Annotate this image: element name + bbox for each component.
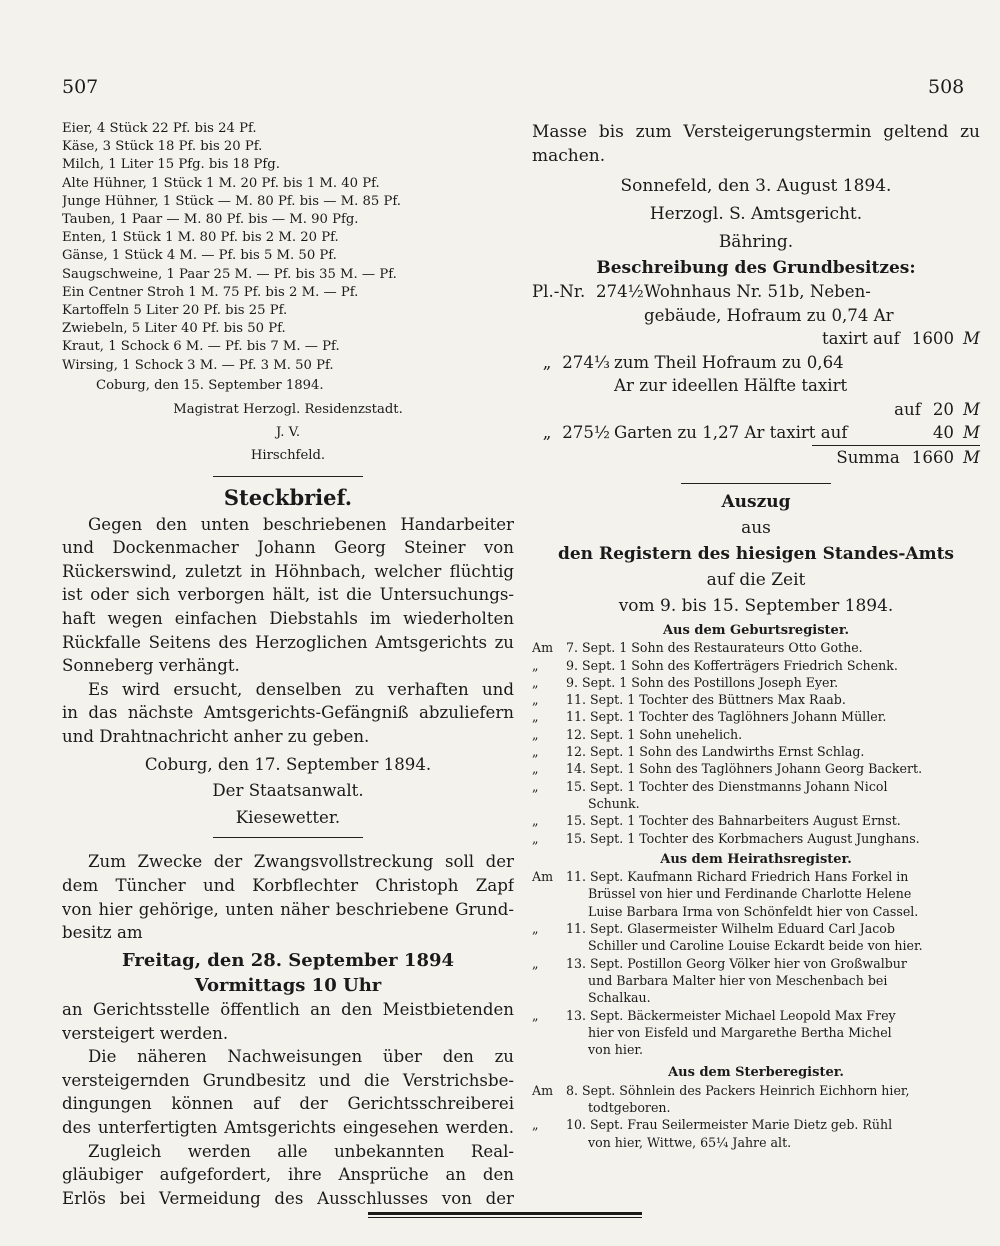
property-list [532, 280, 980, 445]
coburg-signer: Hirschfeld. [250, 448, 326, 464]
register-entry-text: 11. Sept. 1 Tochter des Büttners Max Raab. [566, 692, 846, 708]
register-entry-prefix: „ [532, 778, 539, 794]
property-number [596, 304, 640, 328]
register-entry [532, 1116, 980, 1133]
register-entry-prefix [532, 1134, 566, 1151]
register-entry-text: Schalkau. [588, 990, 651, 1006]
steckbrief-line: und Dockenmacher Johann Georg Steiner von [62, 538, 514, 558]
auszug-line5: vom 9. bis 15. September 1894. [618, 596, 894, 616]
steckbrief-signer: Kiesewetter. [235, 807, 341, 827]
register-entry-text: 10. Sept. Frau Seilermeister Marie Dietz geb. Rühl [566, 1117, 893, 1133]
property-row [532, 374, 980, 398]
steckbrief-line: Rückerswind, zuletzt in Höhnbach, welcher flüchtig [62, 561, 514, 581]
steckbrief-line: und Drahtnachricht anher zu geben. [62, 727, 370, 746]
price-line: Alte Hühner, 1 Stück 1 M. 20 Pf. bis 1 M. 40 Pf. [62, 175, 380, 191]
coburg-authority: Magistrat Herzogl. Residenzstadt. [173, 402, 403, 418]
property-text: Garten zu 1,27 Ar taxirt auf [614, 423, 848, 442]
register-entry-text: 11. Sept. 1 Tochter des Taglöhners Johann Müller. [566, 709, 887, 725]
coburg-per: J. V. [275, 425, 301, 441]
sum-row [532, 446, 980, 470]
register-entry [532, 1024, 980, 1041]
register-entry-text: 15. Sept. 1 Tochter des Dienstmanns Johann Nicol [566, 778, 888, 794]
price-line: Käse, 3 Stück 18 Pf. bis 20 Pf. [62, 139, 263, 155]
price-line: Saugschweine, 1 Paar 25 M. — Pf. bis 35 M. — Pf. [62, 266, 397, 282]
register-entry-prefix: Am [532, 1082, 554, 1098]
register-entry-prefix [532, 989, 566, 1006]
deaths-list [532, 1082, 980, 1151]
deaths-title: Aus dem Sterberegister. [668, 1065, 844, 1081]
coburg-place-date: Coburg, den 15. September 1894. [96, 377, 324, 393]
register-entry-text: 9. Sept. 1 Sohn des Postillons Joseph Eyer. [566, 674, 839, 690]
auction-signer: Bähring. [718, 232, 794, 252]
property-row [532, 304, 980, 328]
auction-place-date: Sonnefeld, den 3. August 1894. [620, 176, 892, 196]
births-title: Aus dem Geburtsregister. [662, 623, 850, 638]
register-entry-text: 13. Sept. Postillon Georg Völker hier von Großwalbur [566, 955, 907, 971]
property-title: Beschreibung des Grundbesitzes: [596, 258, 916, 278]
register-entry [532, 903, 980, 920]
register-entry-text: von hier, Wittwe, 65¼ Jahre alt. [588, 1134, 792, 1150]
left-column [62, 120, 514, 1210]
register-entry-prefix [532, 885, 566, 902]
auction-continued-line: Masse bis zum Versteigerungstermin geltend zu [532, 122, 980, 142]
auction-after-line: dingungen können auf der Gerichtsschreiberei [62, 1094, 514, 1114]
register-entry [532, 812, 980, 829]
register-entry-text: Luise Barbara Irma von Schönfeldt hier von Cassel. [588, 903, 919, 919]
register-entry-text: und Barbara Malter hier von Meschenbach bei [588, 972, 888, 988]
register-entry-prefix: „ [532, 830, 539, 846]
price-line: Gänse, 1 Stück 4 M. — Pf. bis 5 M. 50 Pf. [62, 248, 337, 264]
property-value: 20 [932, 399, 954, 419]
register-entry-prefix [532, 903, 566, 920]
register-entry-text: 15. Sept. 1 Tochter des Korbmachers August Junghans. [566, 830, 920, 846]
register-entry-text: todtgeboren. [588, 1100, 671, 1116]
property-row [532, 280, 980, 304]
register-entry [532, 955, 980, 972]
register-entry-text: 15. Sept. 1 Tochter des Bahnarbeiters August Ernst. [566, 813, 901, 829]
register-entry [532, 657, 980, 674]
property-prefix: Pl.-Nr. [532, 282, 586, 301]
price-line: Kartoffeln 5 Liter 20 Pf. bis 25 Pf. [62, 303, 288, 319]
register-entry [532, 868, 980, 885]
register-entry [532, 760, 980, 777]
births-list [532, 639, 980, 847]
property-value-label: auf [894, 399, 921, 419]
property-number: 274⅓ [562, 352, 610, 372]
register-entry [532, 691, 980, 708]
property-text: zum Theil Hofraum zu 0,64 [614, 352, 844, 372]
auction-intro-line: dem Tüncher und Korbflechter Christoph Zapf [62, 875, 514, 895]
property-value-row [532, 398, 980, 422]
price-line: Wirsing, 1 Schock 3 M. — Pf. 3 M. 50 Pf. [62, 357, 334, 373]
register-entry [532, 1082, 980, 1099]
bottom-rule [368, 1212, 642, 1215]
property-prefix: „ [542, 423, 552, 442]
register-entry [532, 937, 980, 954]
register-entry-text: Schiller und Caroline Louise Eckardt beide von hier. [588, 938, 923, 954]
bottom-rule-thin [368, 1217, 642, 1218]
auction-after-line: versteigert werden. [62, 1023, 229, 1043]
register-entry-prefix: „ [532, 709, 539, 725]
auction-after-line: an Gerichtsstelle öffentlich an den Meistbietenden [62, 999, 514, 1019]
register-entry [532, 708, 980, 725]
register-entry [532, 885, 980, 902]
property-text: gebäude, Hofraum zu 0,74 Ar [644, 305, 894, 325]
price-line: Ein Centner Stroh 1 M. 75 Pf. bis 2 M. — Pf. [62, 284, 359, 300]
steckbrief-body [62, 513, 514, 749]
property-number: 274½ [596, 282, 644, 301]
sum-value: 1660 [911, 447, 954, 467]
register-entry-prefix [532, 972, 566, 989]
register-entry-prefix: „ [532, 692, 539, 708]
register-entry-text: 12. Sept. 1 Sohn des Landwirths Ernst Schlag. [566, 744, 865, 760]
property-row [532, 421, 980, 445]
price-line: Enten, 1 Stück 1 M. 80 Pf. bis 2 M. 20 Pf. [62, 230, 339, 246]
register-entry [532, 778, 980, 795]
register-entry [532, 639, 980, 656]
register-entry [532, 726, 980, 743]
auction-intro-line: von hier gehörige, unten näher beschriebene Grund- [62, 899, 514, 919]
register-entry-prefix [532, 1099, 566, 1116]
auction-after [62, 998, 514, 1210]
divider [681, 483, 831, 484]
auction-continued-line: machen. [532, 146, 606, 166]
divider [213, 837, 363, 838]
auction-after-line: des unterfertigten Amtsgerichts eingesehen werden. [62, 1117, 514, 1137]
register-entry-prefix: „ [532, 921, 539, 937]
register-entry-prefix: „ [532, 1117, 539, 1133]
steckbrief-place-date: Coburg, den 17. September 1894. [144, 754, 432, 774]
auszug-title: Auszug [721, 492, 791, 512]
property-value-label: taxirt auf [821, 329, 900, 348]
auction-time: Vormittags 10 Uhr [194, 975, 382, 997]
register-entry-prefix: Am [532, 869, 554, 885]
property-value-row [532, 327, 980, 351]
marriages-title: Aus dem Heirathsregister. [660, 851, 852, 867]
register-entry [532, 989, 980, 1006]
register-entry-text: hier von Eisfeld und Margarethe Bertha Michel [588, 1024, 892, 1040]
register-entry-text: 8. Sept. Söhnlein des Packers Heinrich Eichhorn hier, [566, 1082, 910, 1098]
register-entry [532, 795, 980, 812]
register-entry [532, 920, 980, 937]
steckbrief-line: Gegen den unten beschriebenen Handarbeiter [88, 514, 514, 534]
auction-after-line: versteigernden Grundbesitz und die Verstrichsbe- [62, 1070, 514, 1090]
property-value: 1600 [911, 329, 954, 348]
page-number-right: 508 [928, 76, 965, 98]
register-entry [532, 972, 980, 989]
steckbrief-title: Steckbrief. [223, 484, 353, 510]
register-entry-prefix: „ [532, 955, 539, 971]
register-entry-prefix: „ [532, 761, 539, 777]
register-entry-prefix [532, 937, 566, 954]
register-entry-prefix: „ [532, 674, 539, 690]
register-entry-prefix: „ [532, 1007, 539, 1023]
register-entry-prefix [532, 1024, 566, 1041]
auction-continued [532, 120, 980, 168]
property-unit: M [963, 399, 980, 419]
register-entry-prefix: „ [532, 813, 539, 829]
register-entry-text: Brüssel von hier und Ferdinande Charlotte Helene [588, 886, 912, 902]
sum-label: Summa [836, 447, 900, 467]
register-entry [532, 674, 980, 691]
right-column [532, 120, 980, 1151]
register-entry-text: 7. Sept. 1 Sohn des Restaurateurs Otto Gothe. [566, 640, 863, 656]
auction-intro-line: besitz am [62, 923, 143, 943]
price-line: Junge Hühner, 1 Stück — M. 80 Pf. bis — M. 85 Pf. [62, 193, 401, 209]
register-entry-prefix: „ [532, 657, 539, 673]
auction-date: Freitag, den 28. September 1894 [121, 949, 455, 971]
register-entry-text: 11. Sept. Kaufmann Richard Friedrich Hans Forkel in [566, 869, 909, 885]
price-line: Zwiebeln, 5 Liter 40 Pf. bis 50 Pf. [62, 321, 286, 337]
steckbrief-line: ist oder sich verborgen hält, ist die Untersuchungs- [62, 585, 514, 605]
property-unit: M [963, 423, 980, 442]
property-text: Wohnhaus Nr. 51b, Neben- [644, 282, 871, 301]
steckbrief-authority: Der Staatsanwalt. [212, 781, 364, 801]
sum-unit: M [963, 447, 980, 467]
auction-after-line: gläubiger aufgefordert, ihre Ansprüche an den [62, 1165, 514, 1185]
steckbrief-line: haft wegen einfachen Diebstahls im wiederholten [62, 609, 514, 629]
register-entry-text: 9. Sept. 1 Sohn des Kofferträgers Friedrich Schenk. [566, 657, 898, 673]
steckbrief-line: Sonneberg verhängt. [62, 656, 240, 676]
auction-intro-line: Zum Zwecke der Zwangsvollstreckung soll der [88, 852, 514, 872]
property-row [532, 351, 980, 375]
register-entry [532, 1007, 980, 1024]
auction-after-line: Zugleich werden alle unbekannten Real- [88, 1141, 514, 1161]
marriages-list [532, 868, 980, 1058]
auction-after-line: Erlös bei Vermeidung des Ausschlusses von der [62, 1188, 514, 1208]
property-number: 275½ [562, 423, 610, 442]
auction-after-line: Die näheren Nachweisungen über den zu [88, 1047, 514, 1067]
register-entry-text: 14. Sept. 1 Sohn des Taglöhners Johann Georg Backert. [566, 761, 923, 777]
auszug-line4: auf die Zeit [706, 570, 806, 590]
divider [213, 476, 363, 477]
auszug-line3: den Registern des hiesigen Standes-Amts [557, 544, 954, 564]
register-entry [532, 1134, 980, 1151]
auszug-line2: aus [741, 518, 771, 538]
price-line: Milch, 1 Liter 15 Pfg. bis 18 Pfg. [62, 157, 280, 173]
page-number-left: 507 [62, 76, 99, 98]
property-prefix [532, 374, 562, 398]
price-line: Tauben, 1 Paar — M. 80 Pf. bis — M. 90 Pfg. [62, 212, 359, 228]
auction-intro [62, 850, 514, 944]
register-entry-text: 13. Sept. Bäckermeister Michael Leopold Max Frey [566, 1007, 896, 1023]
register-entry-prefix: „ [532, 744, 539, 760]
register-entry-text: Schunk. [588, 795, 640, 811]
price-list [62, 120, 514, 375]
register-entry-prefix: „ [532, 726, 539, 742]
register-entry-text: 11. Sept. Glasermeister Wilhelm Eduard Carl Jacob [566, 921, 895, 937]
register-entry-text: von hier. [588, 1042, 644, 1058]
property-text: Ar zur ideellen Hälfte taxirt [614, 376, 848, 395]
price-line: Eier, 4 Stück 22 Pf. bis 24 Pf. [62, 121, 257, 136]
register-entry [532, 743, 980, 760]
steckbrief-line: in das nächste Amtsgerichts-Gefängniß abzuliefern [62, 703, 514, 723]
property-prefix: „ [542, 352, 552, 372]
register-entry [532, 1041, 980, 1058]
register-entry-prefix: Am [532, 640, 554, 656]
register-entry-prefix [532, 1041, 566, 1058]
property-prefix [532, 304, 596, 328]
property-number [562, 374, 610, 398]
property-unit: M [963, 329, 980, 348]
register-entry [532, 830, 980, 847]
steckbrief-line: Es wird ersucht, denselben zu verhaften und [88, 679, 514, 699]
property-value: 40 [932, 423, 954, 442]
register-entry-prefix [532, 795, 566, 812]
steckbrief-line: Rückfalle Seitens des Herzoglichen Amtsgerichts zu [62, 632, 514, 652]
register-entry [532, 1099, 980, 1116]
price-line: Kraut, 1 Schock 6 M. — Pf. bis 7 M. — Pf. [62, 339, 340, 355]
register-entry-text: 12. Sept. 1 Sohn unehelich. [566, 726, 743, 742]
auction-authority: Herzogl. S. Amtsgericht. [649, 204, 863, 224]
